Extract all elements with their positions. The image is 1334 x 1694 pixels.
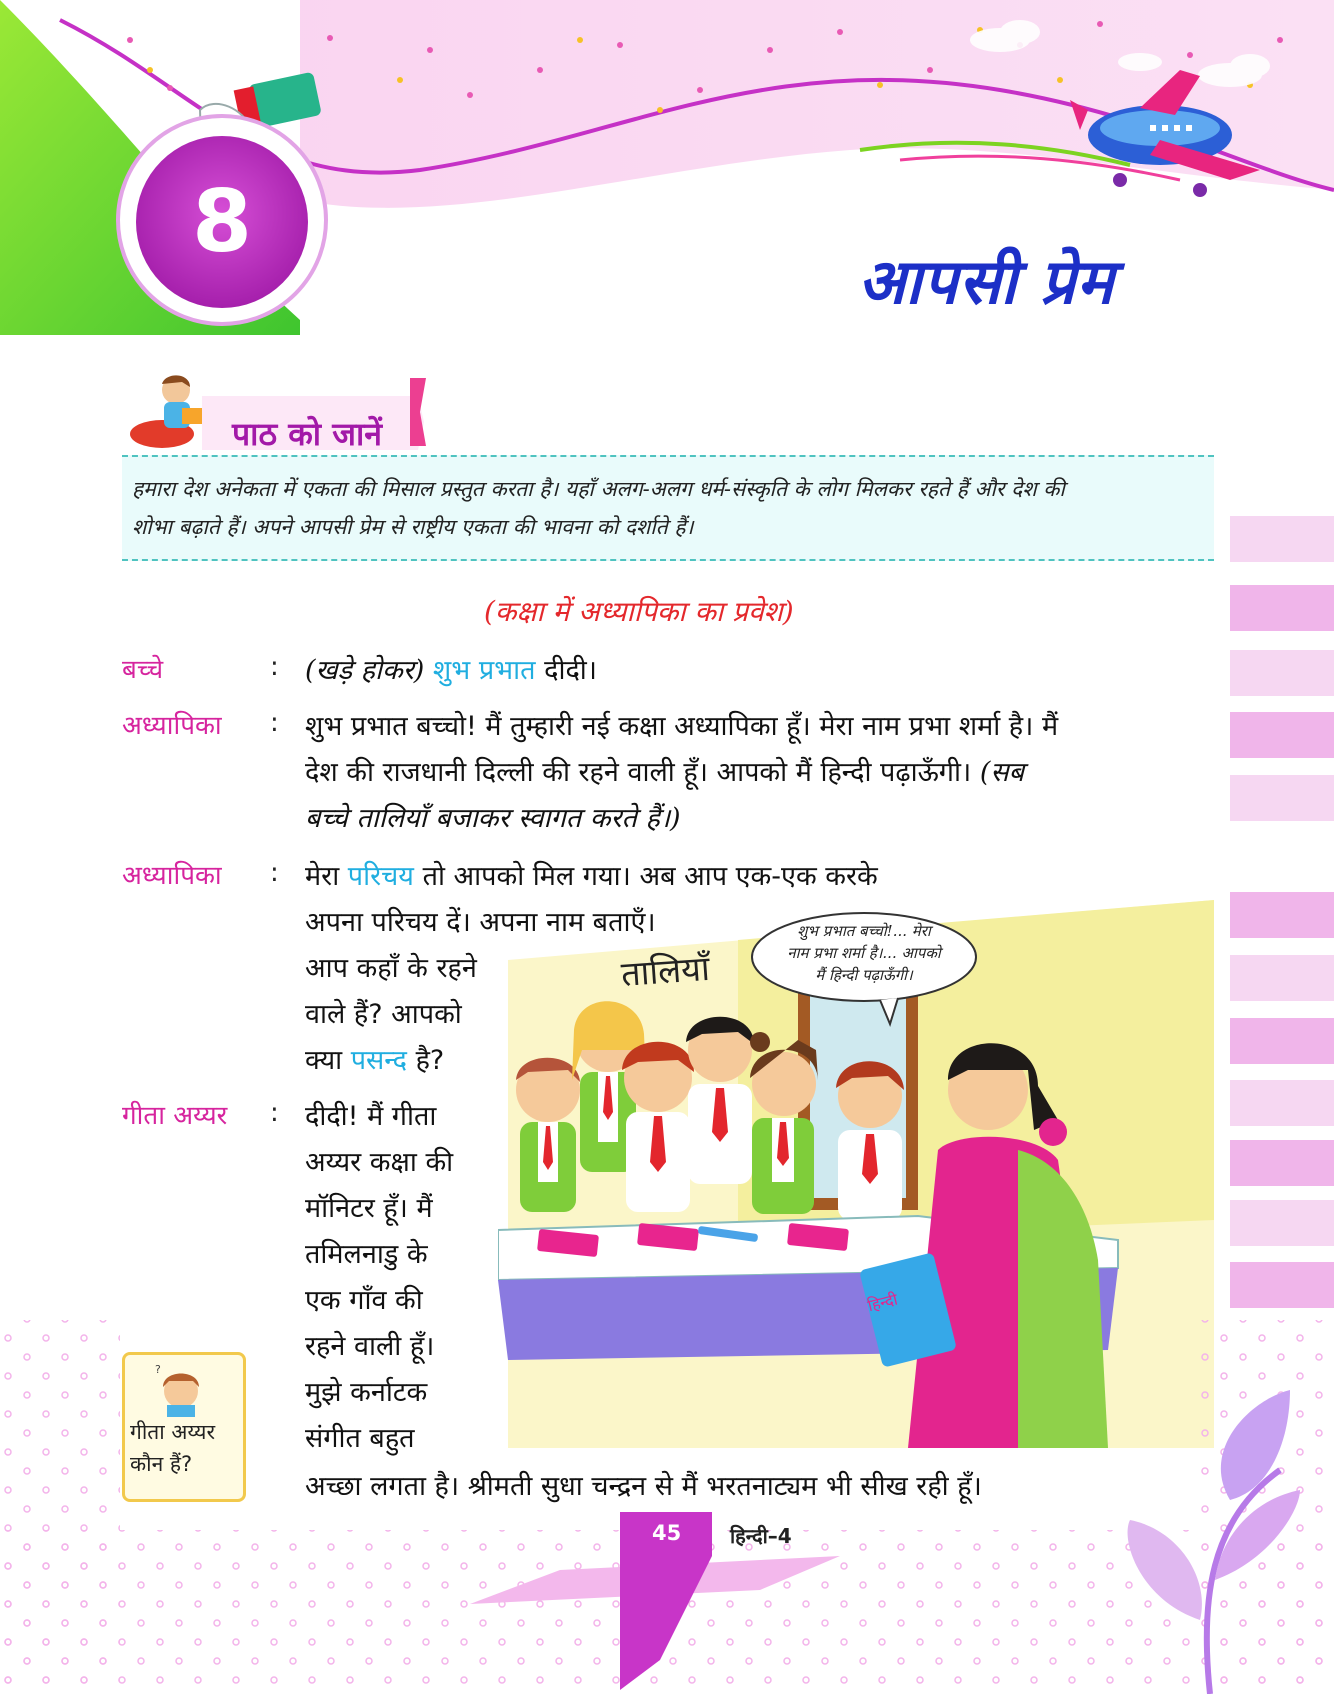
speaker-label: बच्चे (122, 655, 164, 685)
dialogue-line: अय्यर कक्षा की (305, 1147, 454, 1178)
dialogue-line: संगीत बहुत (305, 1423, 415, 1454)
side-stripe (1230, 585, 1334, 631)
side-stripe (1230, 1200, 1334, 1246)
side-stripe (1230, 1018, 1334, 1064)
dialogue-text: क्या (305, 1045, 343, 1076)
highlighted-word: पसन्द (350, 1045, 407, 1076)
dialogue-line: तमिलनाडु के (305, 1239, 428, 1270)
stage-note: (सब (979, 757, 1025, 788)
chapter-title: आपसी प्रेम (858, 245, 1115, 318)
dialogue-line (305, 752, 1024, 789)
page-number: 45 (652, 1521, 682, 1545)
intro-paragraph (132, 470, 1212, 546)
dialogue-line: रहने वाली हूँ। (305, 1331, 435, 1362)
reading-boy-icon (130, 375, 208, 448)
dialogue-text: मेरा (305, 861, 340, 892)
speaker-colon: : (270, 652, 279, 682)
stage-note-line: बच्चे तालियाँ बजाकर स्वागत करते हैं।) (305, 803, 681, 834)
side-stripe (1230, 775, 1334, 821)
side-stripe (1230, 516, 1334, 562)
highlighted-word: परिचय (347, 861, 414, 892)
dialogue-line (305, 856, 878, 893)
speaker-label: गीता अय्यर (122, 1101, 228, 1131)
thinking-child-icon (151, 1361, 211, 1417)
speaker-label: अध्यापिका (122, 861, 222, 891)
dialogue-line (305, 1040, 444, 1077)
side-note-line: कौन हैं? (130, 1452, 193, 1476)
side-stripe (1230, 955, 1334, 1001)
speech-bubble-line: मैं हिन्दी पढ़ाऊँगी। (815, 966, 913, 984)
dialogue-text: देश की राजधानी दिल्ली की रहने वाली हूँ। आपको मैं हिन्दी पढ़ाऊँगी। (305, 757, 972, 788)
book-label: हिन्दी (865, 1289, 900, 1316)
svg-text:?: ? (155, 1363, 161, 1376)
dialogue-line: अपना परिचय दें। अपना नाम बताएँ। (305, 907, 656, 938)
speaker-colon: : (270, 1098, 279, 1128)
speaker-colon: : (270, 858, 279, 888)
chapter-number: 8 (192, 172, 252, 272)
dialogue-text: तो आपको मिल गया। अब आप एक-एक करके (422, 861, 878, 892)
side-stripe (1230, 650, 1334, 696)
dialogue-text: है? (415, 1045, 445, 1076)
dialogue-line: शुभ प्रभात बच्चो! मैं तुम्हारी नई कक्षा अध्यापिका हूँ। मेरा नाम प्रभा शर्मा है। मैं (305, 711, 1059, 742)
side-stripe (1230, 1262, 1334, 1308)
intro-heading: पाठ को जानें (232, 415, 382, 453)
chapter-header-art (0, 0, 1334, 340)
stage-note: (खड़े होकर) (305, 655, 425, 686)
dialogue-line: वाले हैं? आपको (305, 999, 462, 1030)
side-note-line: गीता अय्यर (130, 1420, 216, 1444)
highlighted-word: शुभ प्रभात (432, 655, 536, 686)
intro-line: हमारा देश अनेकता में एकता की मिसाल प्रस्तुत करता है। यहाँ अलग-अलग धर्म-संस्कृति के लोग मिलकर रहते हैं और देश की (132, 477, 1065, 501)
speech-bubble-line: शुभ प्रभात बच्चो!... मेरा (797, 922, 931, 940)
speaker-colon: : (270, 708, 279, 738)
speaker-label: अध्यापिका (122, 711, 222, 741)
dialogue-line: दीदी! मैं गीता (305, 1101, 437, 1132)
dialogue-line: मॉनिटर हूँ। मैं (305, 1193, 433, 1224)
side-stripe (1230, 712, 1334, 758)
clapping-label: तालियाँ (619, 948, 711, 995)
side-note-question (130, 1416, 240, 1480)
dialogue-line: आप कहाँ के रहने (305, 953, 477, 984)
dialogue-line (305, 650, 597, 687)
dialogue-text: दीदी। (544, 655, 598, 686)
side-stripe (1230, 1080, 1334, 1126)
side-stripe (1230, 1140, 1334, 1186)
side-stripe (1230, 892, 1334, 938)
stage-direction: (कक्षा में अध्यापिका का प्रवेश) (484, 595, 794, 628)
dialogue-line: एक गाँव की (305, 1285, 423, 1316)
intro-line: शोभा बढ़ाते हैं। अपने आपसी प्रेम से राष्ट्रीय एकता की भावना को दर्शाते हैं। (132, 515, 694, 539)
speech-bubble-line: नाम प्रभा शर्मा है।... आपको (787, 944, 941, 962)
book-name: हिन्दी–4 (730, 1524, 792, 1548)
dialogue-line: अच्छा लगता है। श्रीमती सुधा चन्द्रन से मैं भरतनाट्यम भी सीख रही हूँ। (305, 1471, 982, 1502)
dialogue-line: मुझे कर्नाटक (305, 1377, 428, 1408)
